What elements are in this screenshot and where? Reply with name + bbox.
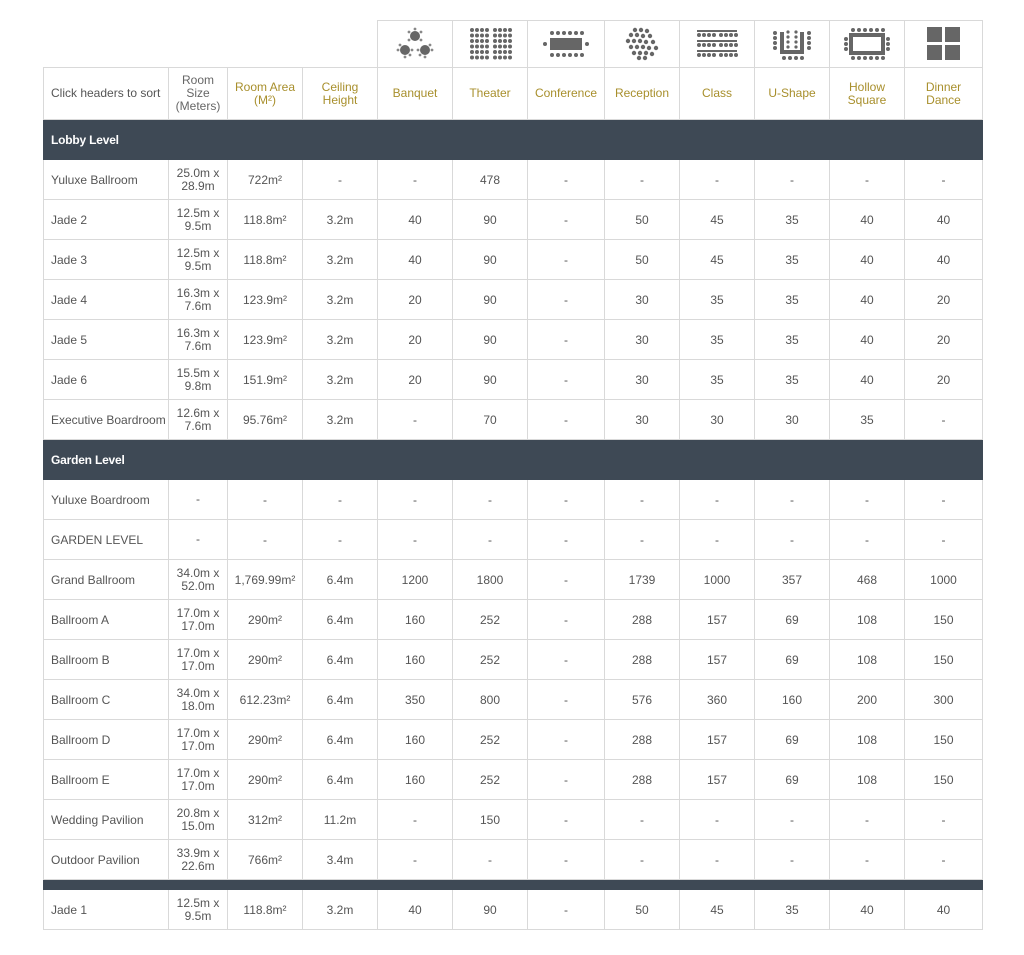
cell-class: 45 (680, 200, 755, 240)
cell-room-area: 118.8m² (228, 240, 303, 280)
cell-banquet: - (378, 160, 453, 200)
size-line-2: 9.5m (184, 908, 212, 923)
cell-hollow-square: 108 (830, 760, 905, 800)
cell-u-shape: - (755, 520, 830, 560)
cell-theater: 90 (453, 320, 528, 360)
section-title: Lobby Level (44, 120, 983, 160)
cell-theater: - (453, 840, 528, 880)
size-line-1: 17.0m x (176, 765, 220, 780)
size-line-1: 15.5m x (176, 365, 220, 380)
size-line-1: 16.3m x (176, 325, 220, 340)
cell-theater: 90 (453, 240, 528, 280)
cell-room-size (169, 520, 228, 560)
cell-dinner-dance: 20 (905, 280, 983, 320)
cell-room-area: 95.76m² (228, 400, 303, 440)
cell-banquet: - (378, 800, 453, 840)
size-line-1: 12.5m x (176, 895, 220, 910)
cell-reception: 288 (605, 720, 680, 760)
cell-theater: 252 (453, 600, 528, 640)
size-line-2: 9.8m (184, 378, 212, 393)
size-line-2: 52.0m (181, 578, 215, 593)
size-line-2: 17.0m (181, 658, 215, 673)
cell-banquet: 20 (378, 280, 453, 320)
cell-hollow-square: 200 (830, 680, 905, 720)
cell-conference: - (528, 280, 605, 320)
cell-hollow-square: 40 (830, 280, 905, 320)
cell-reception: 288 (605, 600, 680, 640)
size-line-2: 9.5m (184, 258, 212, 273)
size-line-1: 12.6m x (176, 405, 220, 420)
cell-banquet: - (378, 400, 453, 440)
table-row (44, 160, 983, 200)
cell-conference: - (528, 480, 605, 520)
cell-room-size (169, 640, 228, 680)
cell-hollow-square: 108 (830, 720, 905, 760)
class-icon (680, 21, 755, 68)
cell-ceiling-height: - (303, 160, 378, 200)
cell-banquet: 160 (378, 760, 453, 800)
room-name: Yuluxe Ballroom (44, 160, 169, 200)
cell-conference: - (528, 890, 605, 930)
sort-hint: Click headers to sort (44, 68, 169, 120)
header-ceiling-height[interactable]: Ceiling Height (303, 68, 378, 120)
cell-dinner-dance: 20 (905, 320, 983, 360)
cell-ceiling-height: 3.2m (303, 890, 378, 930)
cell-u-shape: 69 (755, 640, 830, 680)
cell-ceiling-height: 3.2m (303, 280, 378, 320)
cell-class: - (680, 840, 755, 880)
cell-u-shape: 35 (755, 240, 830, 280)
cell-dinner-dance: 150 (905, 760, 983, 800)
cell-conference: - (528, 560, 605, 600)
room-name: GARDEN LEVEL (44, 520, 169, 560)
cell-ceiling-height: 3.2m (303, 400, 378, 440)
cell-room-size (169, 800, 228, 840)
cell-conference: - (528, 240, 605, 280)
cell-room-size (169, 890, 228, 930)
cell-room-size (169, 400, 228, 440)
table-row (44, 840, 983, 880)
cell-room-area: 290m² (228, 600, 303, 640)
cell-u-shape: 35 (755, 360, 830, 400)
cell-conference: - (528, 600, 605, 640)
cell-room-area: 290m² (228, 720, 303, 760)
cell-conference: - (528, 400, 605, 440)
cell-reception: 30 (605, 320, 680, 360)
size-line-2: 17.0m (181, 618, 215, 633)
cell-conference: - (528, 160, 605, 200)
cell-theater: 90 (453, 360, 528, 400)
size-line-2: 7.6m (184, 298, 212, 313)
table-row (44, 320, 983, 360)
cell-u-shape: - (755, 800, 830, 840)
cell-banquet: 20 (378, 360, 453, 400)
icon-row (44, 21, 983, 68)
cell-u-shape: 69 (755, 760, 830, 800)
room-name: Grand Ballroom (44, 560, 169, 600)
cell-banquet: 40 (378, 240, 453, 280)
cell-dinner-dance: - (905, 520, 983, 560)
cell-conference: - (528, 680, 605, 720)
cell-room-size (169, 480, 228, 520)
cell-u-shape: 30 (755, 400, 830, 440)
cell-room-area: 722m² (228, 160, 303, 200)
section-header-row (44, 120, 983, 160)
cell-banquet: 40 (378, 890, 453, 930)
table-row (44, 520, 983, 560)
cell-ceiling-height: 6.4m (303, 720, 378, 760)
cell-reception: 576 (605, 680, 680, 720)
cell-u-shape: 35 (755, 200, 830, 240)
header-row (44, 68, 983, 120)
cell-ceiling-height: 6.4m (303, 680, 378, 720)
cell-conference: - (528, 800, 605, 840)
section-title (44, 880, 983, 890)
cell-u-shape: 357 (755, 560, 830, 600)
room-name: Wedding Pavilion (44, 800, 169, 840)
table-row (44, 480, 983, 520)
u-shape-icon (755, 21, 830, 68)
room-name: Executive Boardroom (44, 400, 169, 440)
size-line-2: 9.5m (184, 218, 212, 233)
cell-class: 157 (680, 760, 755, 800)
size-line-1: - (196, 532, 200, 546)
size-line-2: 22.6m (181, 858, 215, 873)
cell-theater: 150 (453, 800, 528, 840)
cell-room-area: 123.9m² (228, 320, 303, 360)
cell-reception: 30 (605, 400, 680, 440)
size-line-1: 20.8m x (176, 805, 220, 820)
cell-hollow-square: - (830, 160, 905, 200)
cell-hollow-square: - (830, 840, 905, 880)
size-line-1: 25.0m x (176, 165, 220, 180)
cell-dinner-dance: - (905, 840, 983, 880)
cell-ceiling-height: 6.4m (303, 760, 378, 800)
table-row (44, 800, 983, 840)
cell-reception: - (605, 800, 680, 840)
cell-hollow-square: 40 (830, 320, 905, 360)
cell-ceiling-height: 11.2m (303, 800, 378, 840)
cell-u-shape: 35 (755, 890, 830, 930)
cell-hollow-square: 468 (830, 560, 905, 600)
cell-reception: - (605, 840, 680, 880)
room-name: Jade 2 (44, 200, 169, 240)
hollow-square-icon (830, 21, 905, 68)
cell-room-area: 151.9m² (228, 360, 303, 400)
cell-u-shape: - (755, 160, 830, 200)
cell-room-area: 290m² (228, 760, 303, 800)
cell-class: 157 (680, 600, 755, 640)
header-theater[interactable]: Theater (453, 68, 528, 120)
cell-class: - (680, 160, 755, 200)
cell-room-area: 118.8m² (228, 200, 303, 240)
table-row (44, 560, 983, 600)
size-line-2: 7.6m (184, 338, 212, 353)
table-row (44, 680, 983, 720)
size-line-1: 12.5m x (176, 245, 220, 260)
room-name: Ballroom A (44, 600, 169, 640)
cell-banquet: 160 (378, 600, 453, 640)
cell-reception: 50 (605, 890, 680, 930)
room-name: Yuluxe Boardroom (44, 480, 169, 520)
cell-room-area: 312m² (228, 800, 303, 840)
cell-room-area: 612.23m² (228, 680, 303, 720)
cell-hollow-square: - (830, 480, 905, 520)
cell-u-shape: 69 (755, 720, 830, 760)
table-row (44, 890, 983, 930)
section-title: Garden Level (44, 440, 983, 480)
cell-banquet: 40 (378, 200, 453, 240)
size-line-1: 34.0m x (176, 565, 220, 580)
conference-icon (528, 21, 605, 68)
table-row (44, 200, 983, 240)
cell-ceiling-height: 3.2m (303, 240, 378, 280)
cell-conference: - (528, 200, 605, 240)
cell-conference: - (528, 640, 605, 680)
header-dinner-dance[interactable]: Dinner Dance (905, 68, 983, 120)
table-row (44, 640, 983, 680)
cell-u-shape: 35 (755, 320, 830, 360)
cell-reception: - (605, 160, 680, 200)
cell-hollow-square: - (830, 520, 905, 560)
cell-room-size (169, 200, 228, 240)
cell-class: 35 (680, 360, 755, 400)
cell-class: 35 (680, 320, 755, 360)
cell-dinner-dance: 40 (905, 200, 983, 240)
room-name: Ballroom C (44, 680, 169, 720)
header-reception[interactable]: Reception (605, 68, 680, 120)
size-line-1: - (196, 492, 200, 506)
cell-dinner-dance: - (905, 160, 983, 200)
cell-banquet: 1200 (378, 560, 453, 600)
header-banquet[interactable]: Banquet (378, 68, 453, 120)
cell-hollow-square: 40 (830, 360, 905, 400)
size-line-1: 17.0m x (176, 605, 220, 620)
cell-room-area: - (228, 520, 303, 560)
cell-ceiling-height: 6.4m (303, 560, 378, 600)
table-row (44, 760, 983, 800)
cell-room-size (169, 840, 228, 880)
cell-ceiling-height: 6.4m (303, 600, 378, 640)
room-name: Jade 5 (44, 320, 169, 360)
header-class[interactable]: Class (680, 68, 755, 120)
table-row (44, 720, 983, 760)
cell-dinner-dance: 150 (905, 600, 983, 640)
room-name: Jade 1 (44, 890, 169, 930)
cell-dinner-dance: - (905, 480, 983, 520)
header-room-area[interactable]: Room Area (M²) (228, 68, 303, 120)
cell-room-size (169, 680, 228, 720)
header-conference[interactable]: Conference (528, 68, 605, 120)
cell-theater: 800 (453, 680, 528, 720)
cell-u-shape: - (755, 480, 830, 520)
cell-class: 30 (680, 400, 755, 440)
cell-u-shape: 69 (755, 600, 830, 640)
cell-room-size (169, 600, 228, 640)
cell-room-size (169, 240, 228, 280)
cell-hollow-square: - (830, 800, 905, 840)
cell-hollow-square: 108 (830, 600, 905, 640)
cell-reception: - (605, 480, 680, 520)
reception-icon (605, 21, 680, 68)
cell-ceiling-height: 3.2m (303, 200, 378, 240)
cell-theater: - (453, 520, 528, 560)
cell-dinner-dance: 150 (905, 640, 983, 680)
cell-ceiling-height: 6.4m (303, 640, 378, 680)
cell-conference: - (528, 520, 605, 560)
cell-ceiling-height: - (303, 480, 378, 520)
cell-reception: 50 (605, 200, 680, 240)
cell-reception: 30 (605, 360, 680, 400)
size-line-1: 34.0m x (176, 685, 220, 700)
header-hollow-square[interactable]: Hollow Square (830, 68, 905, 120)
cell-banquet: - (378, 480, 453, 520)
dinner-dance-icon (905, 21, 983, 68)
cell-dinner-dance: 40 (905, 890, 983, 930)
cell-room-area: 123.9m² (228, 280, 303, 320)
size-line-2: 17.0m (181, 778, 215, 793)
room-name: Ballroom E (44, 760, 169, 800)
size-line-1: 33.9m x (176, 845, 220, 860)
cell-room-size (169, 320, 228, 360)
cell-u-shape: - (755, 840, 830, 880)
cell-dinner-dance: 150 (905, 720, 983, 760)
cell-room-size (169, 160, 228, 200)
size-line-2: 28.9m (181, 178, 215, 193)
size-line-1: 17.0m x (176, 725, 220, 740)
room-name: Jade 4 (44, 280, 169, 320)
section-header-row (44, 440, 983, 480)
cell-class: 1000 (680, 560, 755, 600)
cell-class: - (680, 520, 755, 560)
cell-ceiling-height: 3.2m (303, 320, 378, 360)
section-header-row (44, 880, 983, 890)
cell-class: 360 (680, 680, 755, 720)
cell-room-size (169, 280, 228, 320)
size-line-2: 15.0m (181, 818, 215, 833)
cell-room-size (169, 760, 228, 800)
cell-theater: - (453, 480, 528, 520)
cell-class: - (680, 800, 755, 840)
cell-dinner-dance: 1000 (905, 560, 983, 600)
cell-dinner-dance: 300 (905, 680, 983, 720)
cell-reception: 288 (605, 760, 680, 800)
cell-theater: 90 (453, 200, 528, 240)
cell-u-shape: 35 (755, 280, 830, 320)
cell-class: 157 (680, 720, 755, 760)
cell-dinner-dance: - (905, 400, 983, 440)
cell-theater: 90 (453, 890, 528, 930)
table-row (44, 240, 983, 280)
cell-banquet: - (378, 840, 453, 880)
cell-banquet: - (378, 520, 453, 560)
table-row (44, 600, 983, 640)
cell-class: 35 (680, 280, 755, 320)
cell-dinner-dance: 40 (905, 240, 983, 280)
size-line-2: 7.6m (184, 418, 212, 433)
cell-theater: 252 (453, 720, 528, 760)
cell-theater: 478 (453, 160, 528, 200)
cell-banquet: 20 (378, 320, 453, 360)
cell-class: 157 (680, 640, 755, 680)
cell-room-area: 290m² (228, 640, 303, 680)
cell-class: 45 (680, 890, 755, 930)
room-name: Jade 6 (44, 360, 169, 400)
cell-theater: 252 (453, 640, 528, 680)
cell-reception: - (605, 520, 680, 560)
cell-banquet: 160 (378, 640, 453, 680)
cell-reception: 1739 (605, 560, 680, 600)
cell-hollow-square: 40 (830, 890, 905, 930)
cell-hollow-square: 35 (830, 400, 905, 440)
cell-theater: 90 (453, 280, 528, 320)
cell-conference: - (528, 320, 605, 360)
capacity-table (43, 20, 983, 930)
cell-room-area: 766m² (228, 840, 303, 880)
cell-room-area: 1,769.99m² (228, 560, 303, 600)
cell-reception: 288 (605, 640, 680, 680)
cell-room-size (169, 560, 228, 600)
room-name: Ballroom D (44, 720, 169, 760)
cell-dinner-dance: - (905, 800, 983, 840)
table-row (44, 360, 983, 400)
cell-conference: - (528, 760, 605, 800)
cell-class: 45 (680, 240, 755, 280)
cell-theater: 70 (453, 400, 528, 440)
room-name: Jade 3 (44, 240, 169, 280)
cell-reception: 50 (605, 240, 680, 280)
cell-hollow-square: 40 (830, 240, 905, 280)
theater-icon (453, 21, 528, 68)
cell-theater: 1800 (453, 560, 528, 600)
size-line-1: 12.5m x (176, 205, 220, 220)
cell-room-area: - (228, 480, 303, 520)
cell-u-shape: 160 (755, 680, 830, 720)
banquet-icon (378, 21, 453, 68)
header-room-size[interactable]: Room Size (Meters) (169, 68, 228, 120)
header-u-shape[interactable]: U-Shape (755, 68, 830, 120)
cell-ceiling-height: - (303, 520, 378, 560)
cell-ceiling-height: 3.2m (303, 360, 378, 400)
room-name: Ballroom B (44, 640, 169, 680)
cell-ceiling-height: 3.4m (303, 840, 378, 880)
cell-banquet: 160 (378, 720, 453, 760)
cell-class: - (680, 480, 755, 520)
cell-conference: - (528, 720, 605, 760)
cell-room-area: 118.8m² (228, 890, 303, 930)
cell-hollow-square: 108 (830, 640, 905, 680)
cell-hollow-square: 40 (830, 200, 905, 240)
cell-conference: - (528, 360, 605, 400)
cell-conference: - (528, 840, 605, 880)
cell-room-size (169, 360, 228, 400)
room-name: Outdoor Pavilion (44, 840, 169, 880)
cell-banquet: 350 (378, 680, 453, 720)
cell-reception: 30 (605, 280, 680, 320)
cell-theater: 252 (453, 760, 528, 800)
cell-dinner-dance: 20 (905, 360, 983, 400)
size-line-1: 17.0m x (176, 645, 220, 660)
size-line-2: 18.0m (181, 698, 215, 713)
table-row (44, 280, 983, 320)
table-row (44, 400, 983, 440)
size-line-1: 16.3m x (176, 285, 220, 300)
size-line-2: 17.0m (181, 738, 215, 753)
cell-room-size (169, 720, 228, 760)
